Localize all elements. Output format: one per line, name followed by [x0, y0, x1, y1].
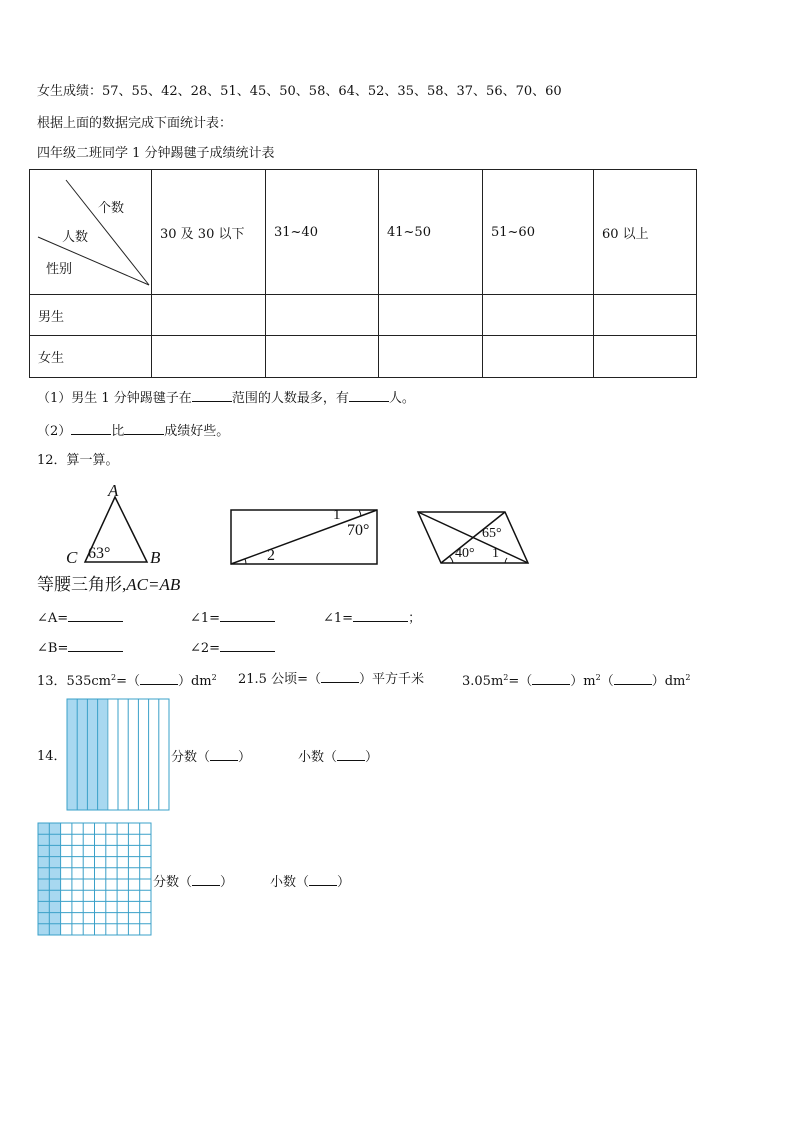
- vertex-b-label: B: [150, 548, 161, 567]
- q13-p3-right: ）dm: [651, 674, 686, 689]
- close-paren: ）: [220, 875, 234, 890]
- vertex-c-label: C: [66, 548, 78, 567]
- q13-label: 13．: [37, 674, 67, 689]
- table-cell[interactable]: [594, 295, 697, 336]
- q11-1-middle: 范围的人数最多，有: [231, 391, 349, 406]
- table-title: 四年级二班同学 1 分钟踢毽子成绩统计表: [37, 146, 275, 161]
- q11-1-suffix: 人。: [388, 391, 415, 406]
- decimal-label: 小数（: [270, 875, 310, 890]
- strip-grid-figure: [66, 698, 171, 812]
- table-cell[interactable]: [594, 336, 697, 378]
- table-row: [30, 336, 697, 378]
- close-paren: ）: [238, 750, 252, 765]
- question-11-2: [37, 422, 229, 440]
- angle-63-label: 63°: [88, 545, 111, 562]
- answer-rect-angle-1: [190, 609, 275, 627]
- instruction-text: 根据上面的数据完成下面统计表：: [37, 116, 233, 131]
- answer-angle-a: [37, 609, 123, 627]
- table-cell[interactable]: [152, 336, 266, 378]
- statistics-table: [29, 169, 697, 378]
- hundred-grid-figure: [37, 822, 153, 938]
- triangle-caption: [37, 570, 180, 595]
- fraction-answer-2: [153, 873, 233, 891]
- para-angle-1-label: 1: [492, 546, 499, 561]
- answer-blank[interactable]: [192, 873, 220, 886]
- fraction-label: 分数（: [171, 750, 211, 765]
- fraction-answer-1: [171, 748, 251, 766]
- row-header-girls: 女生: [30, 336, 152, 378]
- table-header-row: [30, 170, 697, 295]
- q13-p3-mid2: ）m: [570, 674, 596, 689]
- para-angle-65-label: 65°: [482, 526, 502, 541]
- answer-blank[interactable]: [140, 672, 178, 685]
- question-12-title: 12．算一算。: [37, 453, 119, 468]
- caption-text: 等腰三角形,: [37, 575, 127, 594]
- table-cell[interactable]: [483, 295, 594, 336]
- answer-blank[interactable]: [71, 422, 111, 435]
- question-11-1: [37, 389, 415, 407]
- close-paren: ）: [337, 875, 351, 890]
- answer-blank[interactable]: [349, 389, 389, 402]
- close-paren: ）: [365, 750, 379, 765]
- para-angle-40-label: 40°: [455, 546, 475, 561]
- para-angle-1-answer-label: ∠1=: [323, 611, 354, 626]
- answer-blank[interactable]: [210, 748, 238, 761]
- angle-b-label: ∠B=: [37, 641, 69, 656]
- table-cell[interactable]: [266, 336, 379, 378]
- answer-blank[interactable]: [68, 609, 123, 622]
- answer-blank[interactable]: [614, 672, 652, 685]
- decimal-answer-2: [270, 873, 350, 891]
- column-header: 60 以上: [594, 170, 697, 295]
- column-header: 30 及 30 以下: [152, 170, 266, 295]
- q13-p3-mid: =（: [508, 674, 533, 689]
- answer-blank[interactable]: [220, 639, 275, 652]
- answer-blank[interactable]: [337, 748, 365, 761]
- question-13: [37, 670, 217, 690]
- answer-blank[interactable]: [68, 639, 123, 652]
- sup: 2: [595, 673, 601, 682]
- diagonal-header-cell: [30, 170, 152, 295]
- answer-rect-angle-2: [190, 639, 275, 657]
- fraction-label: 分数（: [153, 875, 193, 890]
- table-cell[interactable]: [266, 295, 379, 336]
- row-header-boys: 男生: [30, 295, 152, 336]
- answer-blank[interactable]: [220, 609, 275, 622]
- q11-2-middle: 比: [111, 424, 125, 439]
- answer-blank[interactable]: [309, 873, 337, 886]
- table-cell[interactable]: [379, 295, 483, 336]
- rect-angle-70-label: 70°: [347, 522, 370, 539]
- question-13-part3: [462, 670, 690, 690]
- rect-angle-2-label: 2: [267, 547, 275, 564]
- table-cell[interactable]: [379, 336, 483, 378]
- column-header: 31~40: [266, 170, 379, 295]
- answer-angle-b: [37, 639, 123, 657]
- rect-angle-1-answer-label: ∠1=: [190, 611, 221, 626]
- header-diag-top: 个数: [98, 201, 125, 216]
- header-diag-bottom: 性别: [46, 262, 73, 277]
- semicolon: ；: [408, 611, 422, 626]
- rect-angle-1-label: 1: [333, 507, 341, 523]
- answer-blank[interactable]: [124, 422, 164, 435]
- answer-blank[interactable]: [353, 609, 408, 622]
- q13-p1-mid: =（: [116, 674, 140, 689]
- table-row: [30, 295, 697, 336]
- question-14-label: 14．: [37, 749, 67, 764]
- column-header: 51~60: [483, 170, 594, 295]
- sup: 2: [211, 673, 217, 682]
- vertex-a-label: A: [108, 481, 119, 500]
- rect-angle-2-answer-label: ∠2=: [190, 641, 221, 656]
- answer-blank[interactable]: [321, 670, 359, 683]
- decimal-label: 小数（: [298, 750, 338, 765]
- q13-p3-left: 3.05m: [462, 674, 504, 689]
- q13-p2-right: ）平方千米: [358, 672, 424, 687]
- caption-math: AC=AB: [126, 575, 181, 594]
- question-13-part2: [238, 670, 424, 688]
- table-cell[interactable]: [152, 295, 266, 336]
- girls-scores-line: 女生成绩：57、55、42、28、51、45、50、58、64、52、35、58、37、56、70、60: [37, 84, 562, 99]
- column-header: 41~50: [379, 170, 483, 295]
- q11-2-prefix: （2）: [37, 424, 72, 439]
- q11-2-suffix: 成绩好些。: [164, 424, 230, 439]
- sup: 2: [503, 673, 509, 682]
- decimal-answer-1: [298, 748, 378, 766]
- answer-blank[interactable]: [192, 389, 232, 402]
- angle-a-label: ∠A=: [37, 611, 69, 626]
- q11-1-prefix: （1）男生 1 分钟踢毽子在: [37, 391, 192, 406]
- header-diag-middle: 人数: [62, 230, 89, 245]
- q13-p1-left: 535cm: [66, 674, 111, 689]
- q13-p3-mid3: （: [600, 674, 614, 689]
- table-cell[interactable]: [483, 336, 594, 378]
- answer-para-angle-1: [323, 609, 421, 627]
- sup: 2: [685, 673, 691, 682]
- answer-blank[interactable]: [532, 672, 570, 685]
- q13-p1-right: ）dm: [177, 674, 212, 689]
- q13-p2-left: 21.5 公顷=（: [238, 672, 321, 687]
- sup: 2: [110, 673, 117, 682]
